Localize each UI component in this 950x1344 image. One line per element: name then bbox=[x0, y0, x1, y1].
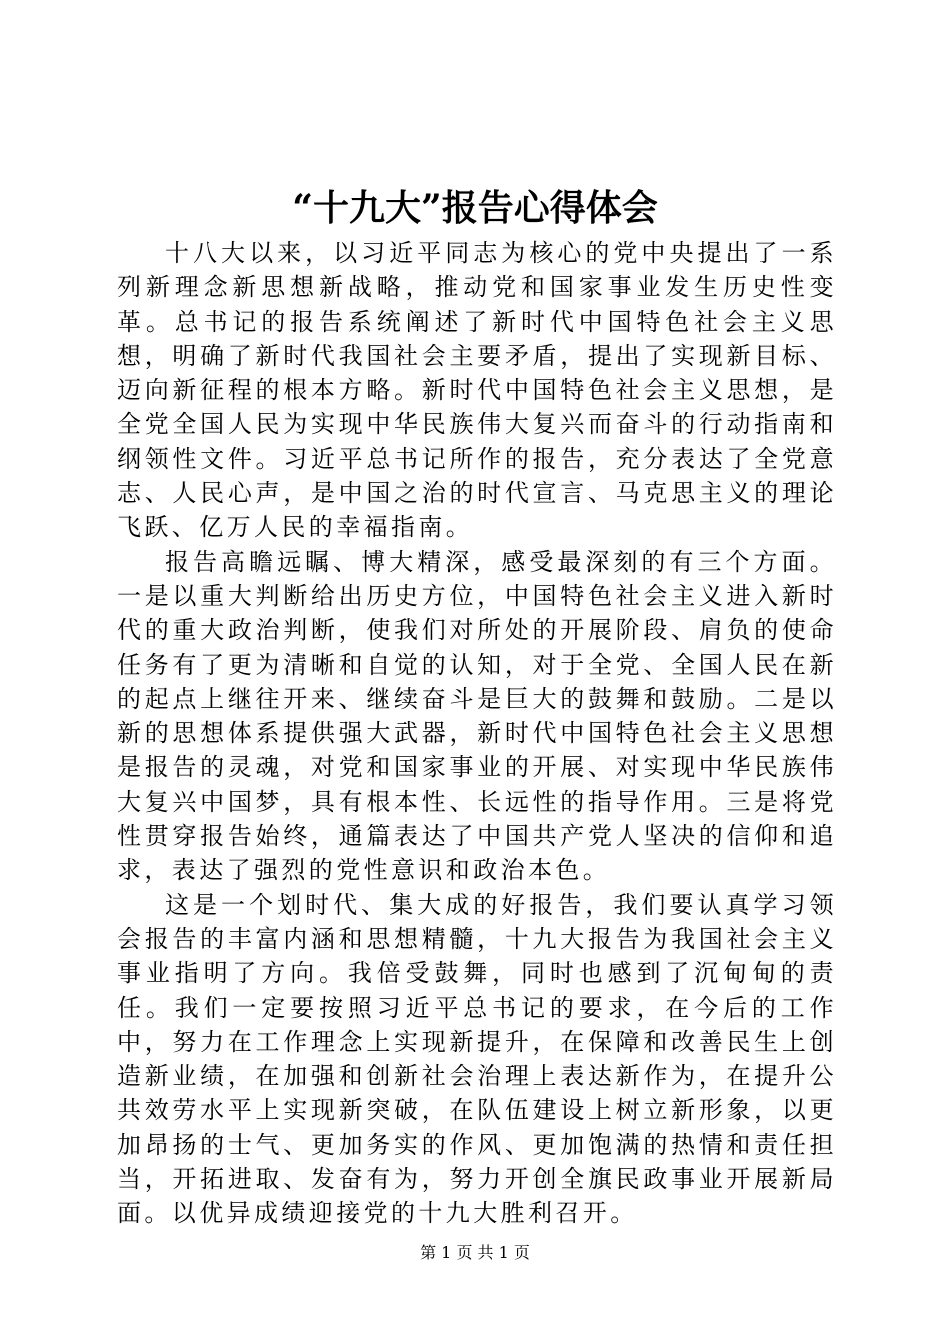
paragraph-1: 十八大以来，以习近平同志为核心的党中央提出了一系列新理念新思想新战略，推动党和国家事业发生历史性变革。总书记的报告系统阐述了新时代中国特色社会主义思想，明确了新时代我国社会主要矛盾，提出了实现新目标、迈向新征程的根本方略。新时代中国特色社会主义思想，是全党全国人民为实现中华民族伟大复兴而奋斗的行动指南和纲领性文件。习近平总书记所作的报告，充分表达了全党意志、人民心声，是中国之治的时代宣言、马克思主义的理论飞跃、亿万人民的幸福指南。 bbox=[117, 239, 837, 542]
document-body bbox=[117, 236, 837, 1231]
page-footer: 第 1 页 共 1 页 bbox=[420, 1243, 530, 1262]
paragraph-2: 报告高瞻远瞩、博大精深，感受最深刻的有三个方面。一是以重大判断给出历史方位，中国特色社会主义进入新时代的重大政治判断，使我们对所处的开展阶段、肩负的使命任务有了更为清晰和自觉的认知，对于全党、全国人民在新的起点上继往开来、继续奋斗是巨大的鼓舞和鼓励。二是以新的思想体系提供强大武器，新时代中国特色社会主义思想是报告的灵魂，对党和国家事业的开展、对实现中华民族伟大复兴中国梦，具有根本性、长远性的指导作用。三是将党性贯穿报告始终，通篇表达了中国共产党人坚决的信仰和追求，表达了强烈的党性意识和政治本色。 bbox=[117, 547, 837, 885]
paragraph-3: 这是一个划时代、集大成的好报告，我们要认真学习领会报告的丰富内涵和思想精髓，十九大报告为我国社会主义事业指明了方向。我倍受鼓舞，同时也感到了沉甸甸的责任。我们一定要按照习近平总书记的要求，在今后的工作中，努力在工作理念上实现新提升，在保障和改善民生上创造新业绩，在加强和创新社会治理上表达新作为，在提升公共效劳水平上实现新突破，在队伍建设上树立新形象，以更加昂扬的士气、更加务实的作风、更加饱满的热情和责任担当，开拓进取、发奋有为，努力开创全旗民政事业开展新局面。以优异成绩迎接党的十九大胜利召开。 bbox=[117, 890, 837, 1228]
document-title: “十九大”报告心得体会 bbox=[292, 187, 658, 229]
